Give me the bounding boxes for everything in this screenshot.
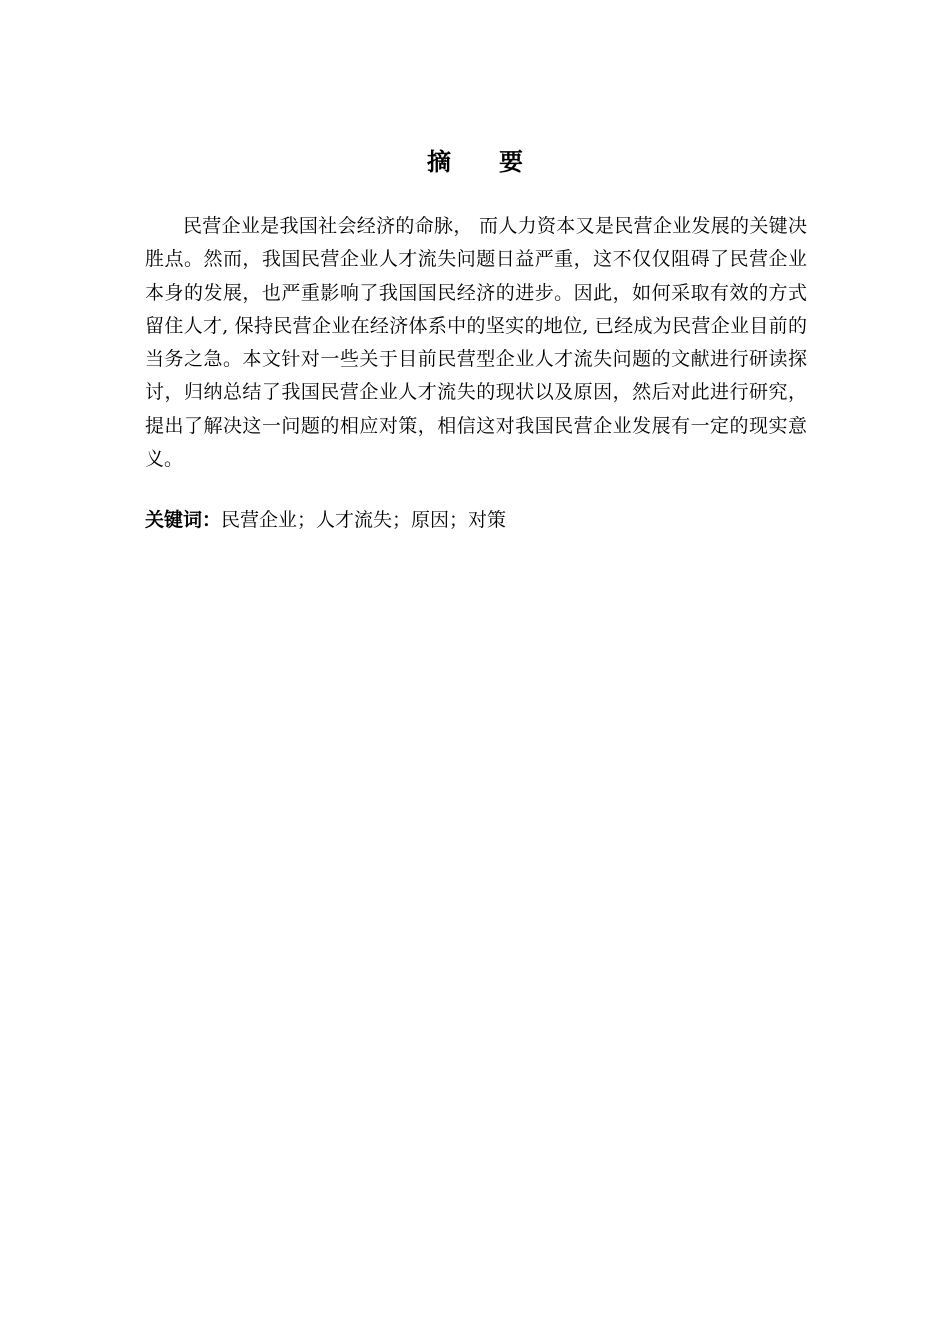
- abstract-title: 摘要: [427, 148, 571, 176]
- abstract-paragraph: 民营企业是我国社会经济的命脉， 而人力资本又是民营企业发展的关键决胜点。然而，我国民营企业人才流失问题日益严重，这不仅仅阻碍了民营企业本身的发展，也严重影响了我国国民经济的进步。因此，如何采取有效的方式留住人才, 保持民营企业在经济体系中的坚实的地位, 已经成为民营企业目前的当务之急。本文针对一些关于目前民营型企业人才流失问题的文献进行研读探讨，归纳总结了我国民营企业人才流失的现状以及原因，然后对此进行研究，提出了解决这一问题的相应对策，相信这对我国民营企业发展有一定的现实意义。: [145, 215, 807, 471]
- keywords-line: [145, 505, 807, 535]
- keywords-label: 关键词：: [145, 509, 222, 531]
- keywords-value: 民营企业；人才流失；原因；对策: [221, 509, 507, 531]
